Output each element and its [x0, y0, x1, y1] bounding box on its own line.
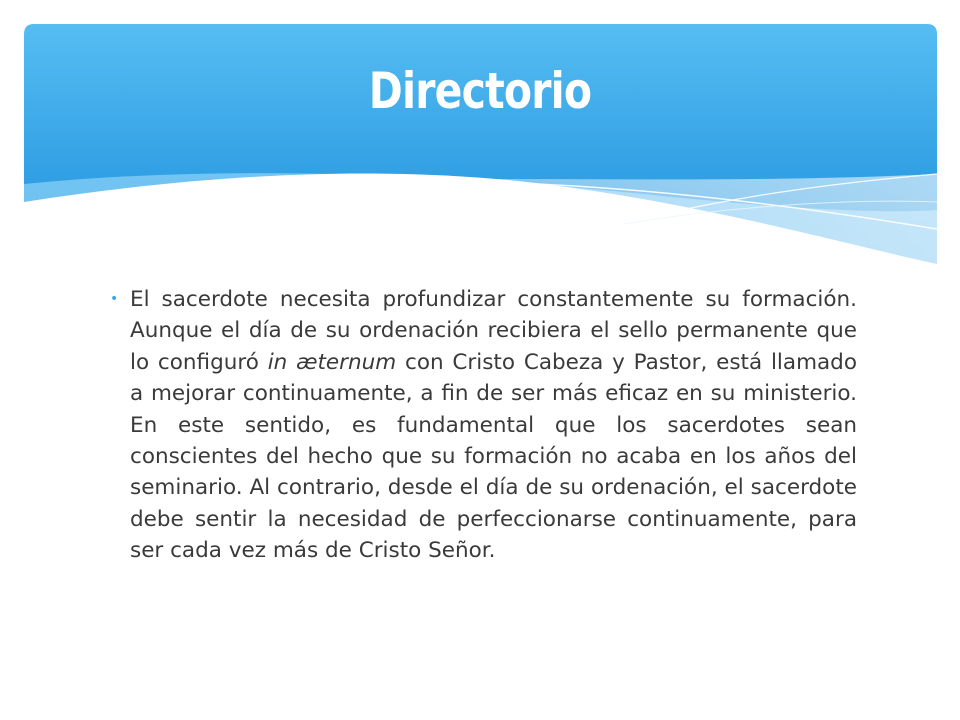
text-after-italic: con Cristo Cabeza y Pastor, está llamado a mejorar continuamente, a fin de ser más eficaz en su ministerio. En este sentido, es fundamental que los sacerdotes sean conscientes del hecho que su formación no acaba en los años del seminario. Al contrario, desde el día de su ordenación, el sacerdote debe sentir la necesidad de perfeccionarse continuamente, para ser cada vez más de Cristo Señor. — [130, 349, 857, 564]
paragraph-text — [130, 287, 857, 563]
bullet-paragraph — [110, 284, 857, 567]
header-banner — [24, 24, 937, 264]
wave-banner-graphic — [24, 24, 937, 264]
body-content — [110, 284, 857, 567]
slide-title: Directorio — [368, 62, 592, 120]
text-before-italic: El sacerdote necesita profundizar constantemente su formación. Aunque el día de su ordenación recibiera el sello permanente que lo configuró — [130, 287, 857, 375]
italic-phrase: in æternum — [267, 349, 397, 375]
bullet-icon: • — [110, 291, 119, 307]
